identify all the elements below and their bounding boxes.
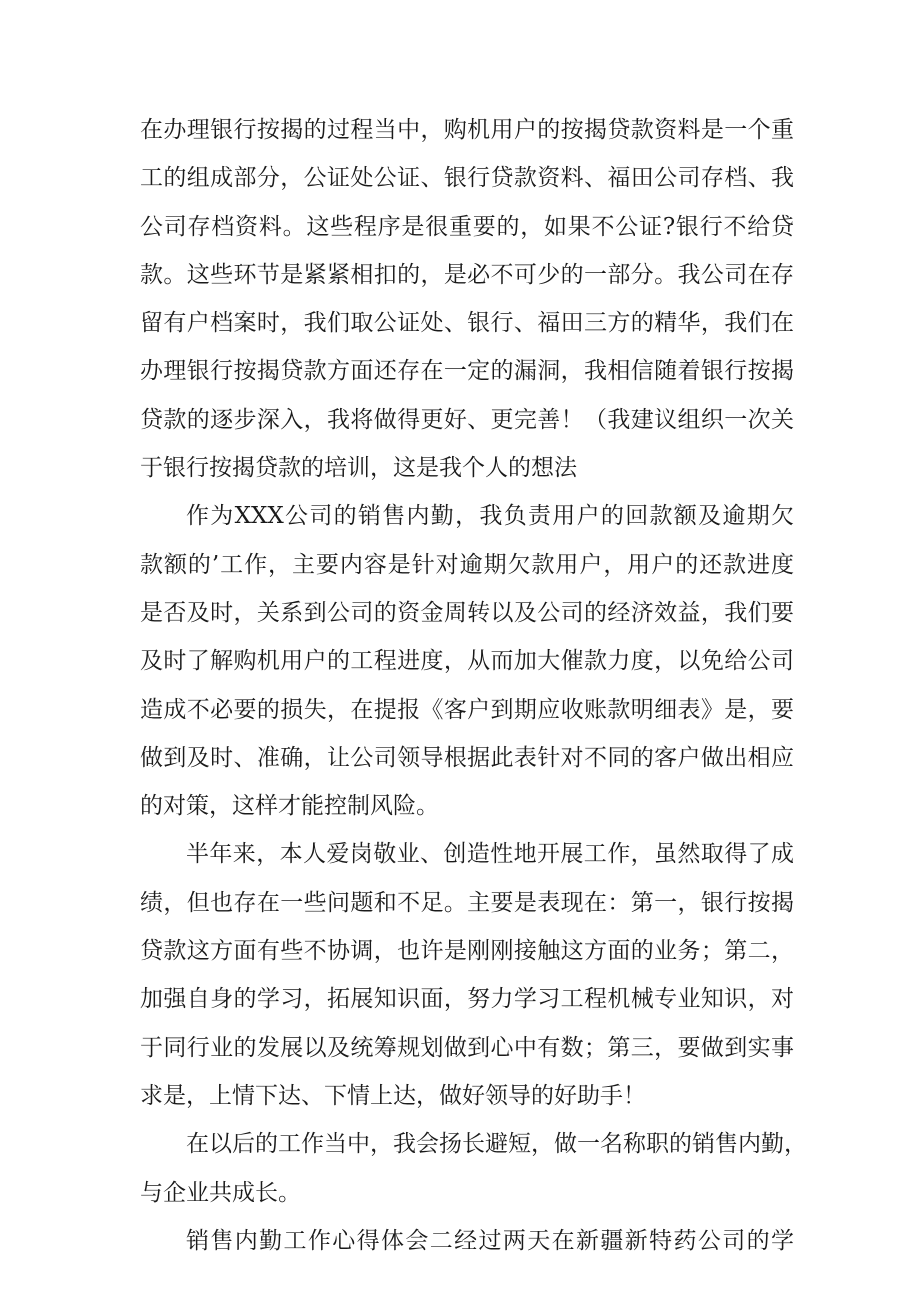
- text-line: 与企业共成长。: [140, 1179, 301, 1206]
- text-line: 及时了解购机用户的工程进度，从而加大催款力度，以免给公司: [140, 648, 794, 675]
- text-line: 是否及时，关系到公司的资金周转以及公司的经济效益，我们要: [140, 599, 794, 626]
- text-line: 贷款这方面有些不协调，也许是刚刚接触这方面的业务；第二，: [140, 938, 794, 965]
- document-body: [140, 106, 807, 1265]
- paragraph-bank-mortgage: [140, 106, 794, 492]
- text-line: 求是，上情下达、下情上达，做好领导的好助手！: [140, 1082, 646, 1109]
- text-line: 公司存档资料。这些程序是很重要的，如果不公证?银行不给贷: [140, 213, 794, 240]
- text-line: 留有户档案时，我们取公证处、银行、福田三方的精华，我们在: [140, 310, 794, 337]
- paragraph-future-work: [140, 1120, 807, 1217]
- paragraph-second-essay-start: [140, 1217, 794, 1265]
- text-line: 在办理银行按揭的过程当中，购机用户的按揭贷款资料是一个重: [140, 117, 794, 143]
- paragraph-receivables: [140, 492, 794, 830]
- paragraph-half-year-review: [140, 830, 794, 1120]
- text-line: 工的组成部分，公证处公证、银行贷款资料、福田公司存档、我: [140, 165, 794, 192]
- text-line: 销售内勤工作心得体会二经过两天在新疆新特药公司的学: [186, 1227, 794, 1254]
- text-line: 于同行业的发展以及统筹规划做到心中有数；第三，要做到实事: [140, 1034, 794, 1061]
- text-line: 加强自身的学习，拓展知识面，努力学习工程机械专业知识，对: [140, 986, 794, 1013]
- text-line: 在以后的工作当中，我会扬长避短，做一名称职的销售内勤，: [186, 1131, 807, 1158]
- text-line: 款。这些环节是紧紧相扣的，是必不可少的一部分。我公司在存: [140, 261, 794, 288]
- text-line: 办理银行按揭贷款方面还存在一定的漏洞，我相信随着银行按揭: [140, 358, 794, 385]
- text-line: 于银行按揭贷款的培训，这是我个人的想法: [140, 455, 577, 482]
- text-line: 作为XXX公司的销售内勤，我负责用户的回款额及逾期欠: [186, 503, 794, 530]
- text-line: 半年来，本人爱岗敬业、创造性地开展工作，虽然取得了成: [186, 841, 794, 868]
- text-line: 贷款的逐步深入，我将做得更好、更完善！（我建议组织一次关: [140, 406, 794, 433]
- text-line: 绩，但也存在一些问题和不足。主要是表现在：第一，银行按揭: [140, 889, 794, 916]
- text-line: 做到及时、准确，让公司领导根据此表针对不同的客户做出相应: [140, 744, 794, 771]
- text-line: 的对策，这样才能控制风险。: [140, 793, 439, 820]
- text-line: 造成不必要的损失，在提报《客户到期应收账款明细表》是，要: [140, 696, 794, 723]
- text-line: 款额的’工作，主要内容是针对逾期欠款用户，用户的还款进度: [140, 551, 794, 578]
